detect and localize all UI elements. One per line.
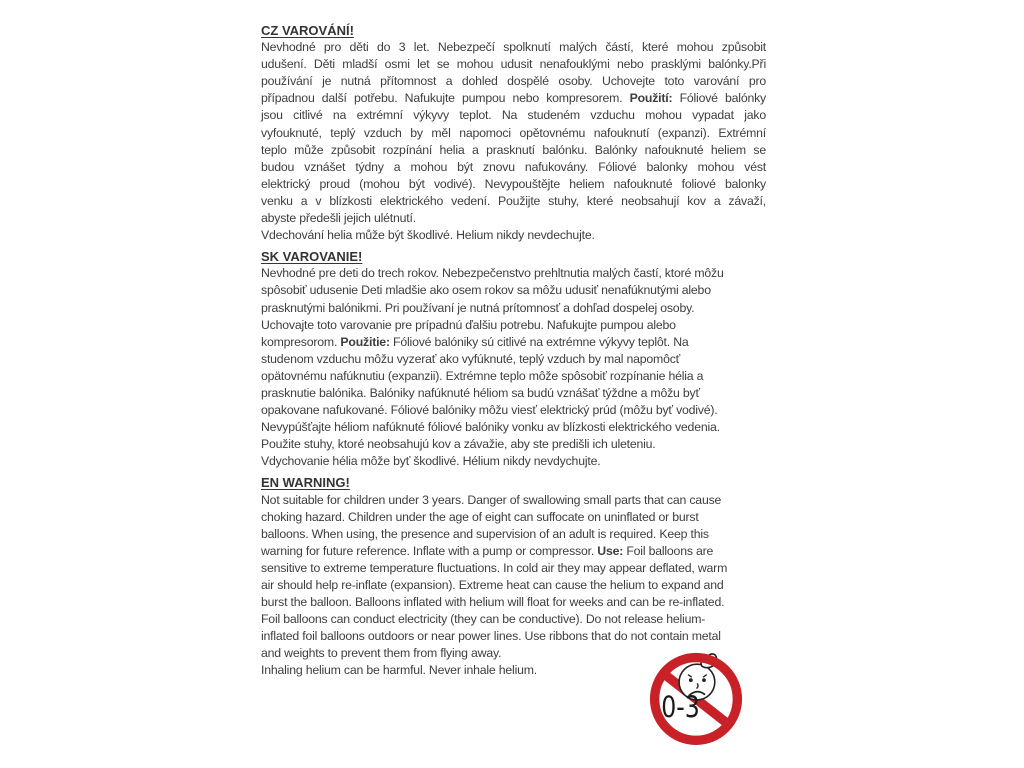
cz-note-line: Vdechování helia může být škodlivé. Helium nikdy nevdechujte. [261, 228, 595, 243]
sk-use-label: Použitie: [340, 334, 390, 349]
en-note-line: Inhaling helium can be harmful. Never inhale helium. [261, 663, 538, 678]
cz-paragraph-line: udušení. Děti mladší osmi let se mohou udusit nenafouklými nebo prasklými balónky.Při [261, 57, 766, 72]
line-segment: Fóliové balónky [672, 91, 766, 106]
en-paragraph-line: balloons. When using, the presence and supervision of an adult is required. Keep this [261, 526, 709, 541]
en-use-label: Use: [597, 543, 624, 558]
cz-paragraph-line: vyfouknuté, teplý vzduch by měl napomoci opětovnému nafouknutí (expanzi). Extrémní [261, 125, 766, 140]
sk-paragraph-line: Použite stuhy, ktoré neobsahujú kov a závažie, aby ste predišli ich uleteniu. [261, 437, 656, 452]
cz-paragraph-line: elektrický proud (mohou být vodivé). Nevypouštějte heliem nafouknuté foliové balonky [261, 176, 766, 191]
sk-paragraph-line: spôsobiť udusenie Deti mladšie ako osem rokov sa môžu udusiť nenafúknutými alebo [261, 283, 711, 298]
line-segment: warning for future reference. Inflate with a pump or compressor. [261, 543, 598, 558]
warning-document [261, 22, 766, 680]
cz-heading: CZ VAROVÁNÍ! [261, 23, 354, 38]
en-paragraph-line [261, 543, 766, 560]
cz-paragraph-line: abyste předešli jejich ulétnutí. [261, 211, 416, 226]
cz-paragraph-line: budou vznášet týdny a mohou být znovu nafukovány. Fóliové balonky mohou vést [261, 159, 766, 174]
no-children-0-3-icon [649, 651, 743, 745]
section-sk [261, 248, 766, 470]
line-segment: případnou další potřebu. Nafukujte pumpou nebo kompresorem. [261, 91, 630, 106]
cz-paragraph-line [261, 90, 766, 107]
line-segment: Fóliové balóniky sú citlivé na extrémne výkyvy teplôt. Na [389, 334, 689, 349]
cz-use-label: Použití: [629, 91, 673, 106]
sk-paragraph-line [261, 334, 766, 351]
en-paragraph-line: inflated foil balloons outdoors or near power lines. Use ribbons that do not contain metal [261, 629, 721, 644]
sk-paragraph-line: opakovane nafukované. Fóliové balóniky môžu viesť elektrický prúd (môžu byť vodivé). [261, 403, 718, 418]
cz-paragraph-line: venku a v blízkosti elektrického vedení. Použijte stuhy, které neobsahují kov a závaží, [261, 193, 766, 208]
en-heading: EN WARNING! [261, 475, 350, 491]
sk-paragraph-line: prasknutými balónikmi. Pri používaní je nutná prítomnosť a dohľad dospelej osoby. [261, 300, 695, 315]
cz-paragraph-line: Nevhodné pro děti do 3 let. Nebezpečí spolknutí malých částí, které mohou způsobit [261, 40, 766, 55]
sk-paragraph-line: Nevhodné pre deti do trech rokov. Nebezpečenstvo prehltnutia malých častí, ktoré môžu [261, 266, 724, 281]
cz-paragraph-line: jsou citlivé na extrémní výkyvy teplot. Na studeném vzduchu mohou vypadat jako [261, 108, 766, 123]
en-paragraph-line: burst the balloon. Balloons inflated with helium will float for weeks and can be re-inflated. [261, 595, 725, 610]
en-paragraph-line: air should help re-inflate (expansion). Extreme heat can cause the helium to expand and [261, 578, 724, 592]
cz-paragraph-line: teplo může způsobit rozpínání helia a prasknutí balónku. Balónky nafouknuté heliem se [261, 142, 766, 157]
cz-paragraph-line: používání je nutná přítomnost a dohled dospělé osoby. Uchovejte toto varování pro [261, 74, 766, 89]
sk-paragraph-line: prasknutie balónika. Balóniky nafúknuté héliom sa budú vznášať týždne a môžu byť [261, 385, 700, 400]
sk-paragraph-line: opätovnému nafúknutiu (expanzii). Extrémne teplo môže spôsobiť rozpínanie hélia a [261, 368, 704, 383]
en-paragraph-line: choking hazard. Children under the age of eight can suffocate on uninflated or burst [261, 509, 699, 524]
section-cz [261, 22, 766, 244]
en-paragraph-line: and weights to prevent them from flying away. [261, 646, 502, 661]
sk-paragraph-line: studenom vzduchu môžu vyzerať ako vyfúknuté, teplý vzduch by mal napomôcť [261, 351, 681, 366]
sk-heading: SK VAROVANIE! [261, 249, 363, 265]
en-paragraph-line: Not suitable for children under 3 years. Danger of swallowing small parts that can cause [261, 492, 722, 507]
line-segment: Foil balloons are [623, 543, 714, 558]
en-paragraph-line: sensitive to extreme temperature fluctuations. In cold air they may appear deflated, warm [261, 560, 728, 575]
sk-note-line: Vdychovanie hélia môže byť škodlivé. Hélium nikdy nevdychujte. [261, 454, 601, 469]
section-en [261, 474, 766, 679]
prohibition-sign-graphic [649, 651, 743, 745]
age-range-label: 0-3 [661, 689, 700, 724]
line-segment: kompresorom. [261, 334, 341, 349]
sk-paragraph-line: Uchovajte toto varovanie pre prípadnú ďalšiu potrebu. Nafukujte pumpou alebo [261, 317, 676, 332]
en-paragraph-line: Foil balloons can conduct electricity (they can be conductive). Do not release helium- [261, 612, 706, 627]
sk-paragraph-line: Nevypúšťajte héliom nafúknuté fóliové balóniky vonku av blízkosti elektrického vedenia. [261, 420, 720, 435]
